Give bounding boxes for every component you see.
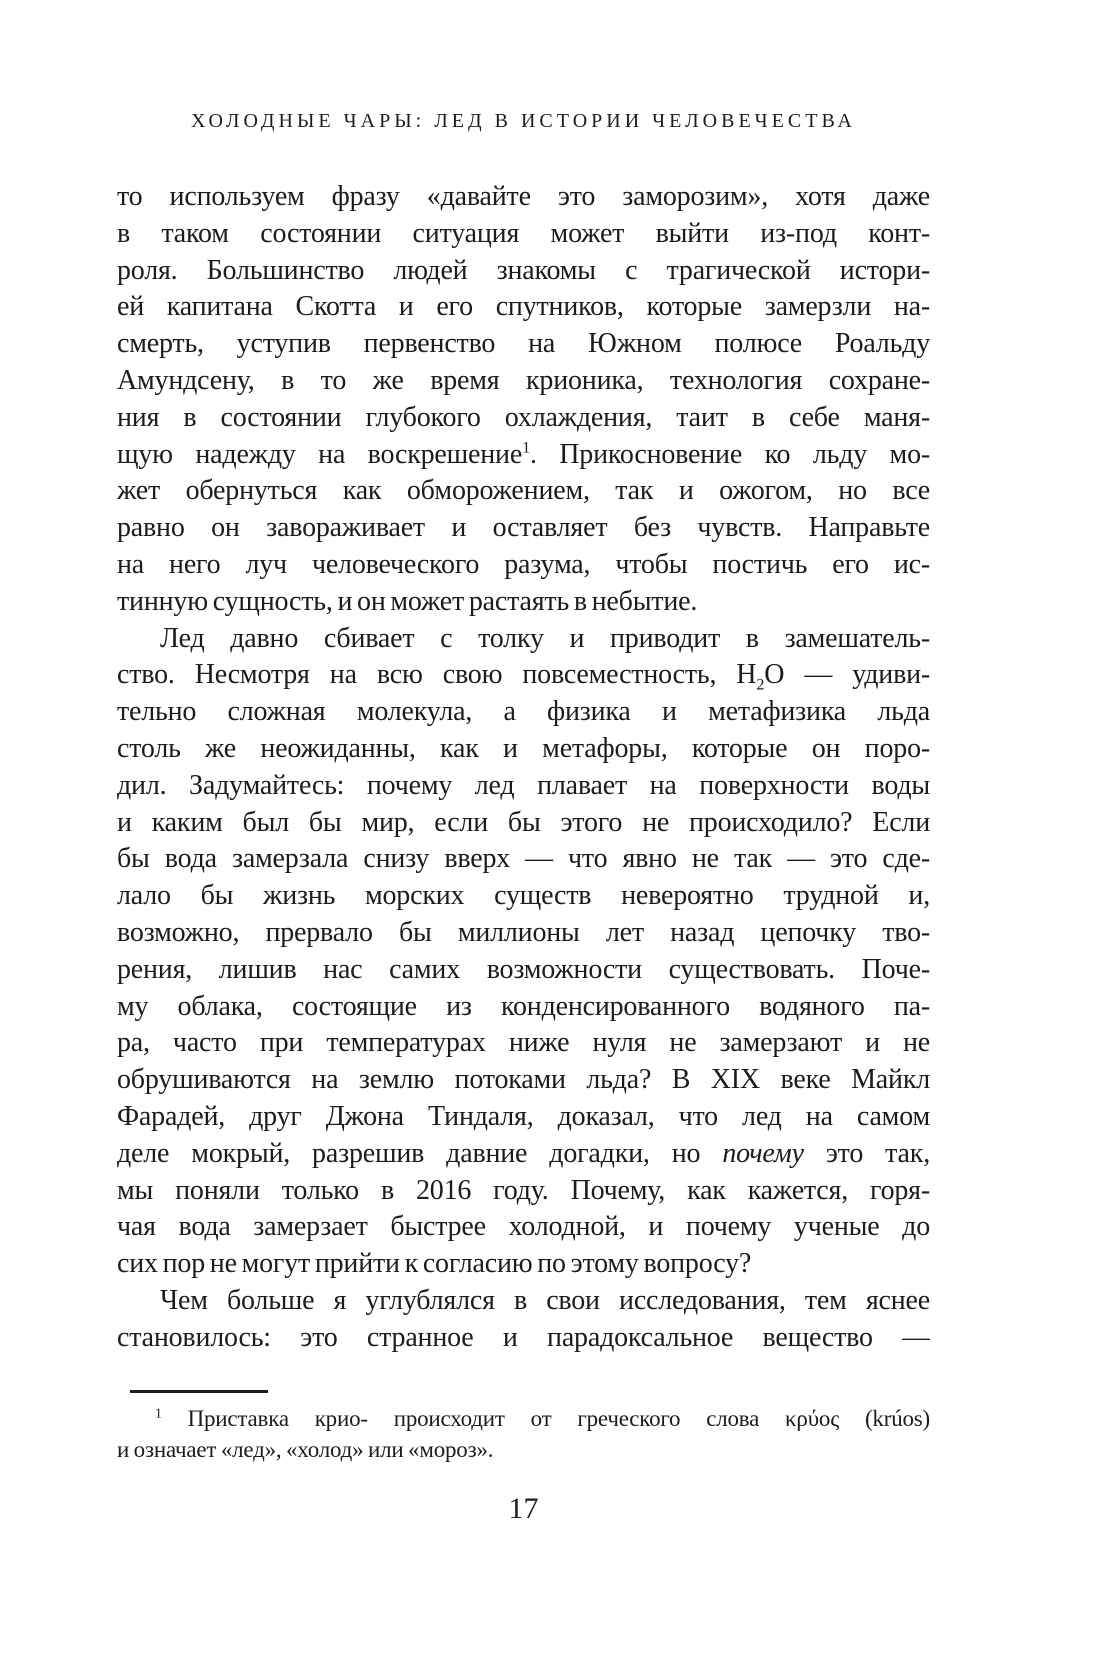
- body-line: тинную сущность, и он может растаять в небытие.: [117, 585, 698, 617]
- body-line: жет обернуться как обморожением, так и ожогом, но все: [117, 475, 930, 507]
- body-line: [117, 437, 930, 474]
- body-text: щую надежду на воскрешение: [117, 438, 523, 470]
- body-line: возможно, прервало бы миллионы лет назад цепочку тво-: [117, 916, 930, 948]
- body-line: Чем больше я углублялся в свои исследования, тем яснее: [160, 1284, 930, 1316]
- footnote-block: [117, 1404, 930, 1465]
- chemical-subscript: 2: [756, 675, 765, 694]
- body-line: Амундсену, в то же время крионика, технология сохране-: [117, 364, 930, 396]
- footnote-divider: [130, 1390, 268, 1393]
- body-line: тельно сложная молекула, а физика и метафизика льда: [117, 696, 930, 728]
- body-text: деле мокрый, разрешив давние догадки, но: [117, 1137, 723, 1169]
- body-line: смерть, уступив первенство на Южном полюсе Роальду: [117, 328, 930, 360]
- body-text: O — удиви-: [764, 659, 930, 691]
- body-line: мы поняли только в 2016 году. Почему, как кажется, горя-: [117, 1174, 930, 1206]
- body-line: Лед давно сбивает с толку и приводит в замешатель-: [160, 622, 930, 654]
- body-line: [117, 1136, 930, 1173]
- body-line: Фарадей, друг Джона Тиндаля, доказал, что лед на самом: [117, 1100, 930, 1132]
- page-number: 17: [508, 1492, 539, 1525]
- body-line: рения, лишив нас самих возможности существовать. Поче-: [117, 953, 930, 985]
- body-line: столь же неожиданны, как и метафоры, которые он поро-: [117, 732, 930, 764]
- body-line: сих пор не могут прийти к согласию по этому вопросу?: [117, 1248, 752, 1280]
- body-line: чая вода замерзает быстрее холодной, и почему ученые до: [117, 1211, 930, 1243]
- footnote-text: Приставка крио- происходит от греческого слова κρύος (krúos): [161, 1406, 930, 1431]
- body-line: то используем фразу «давайте это заморозим», хотя даже: [117, 181, 930, 212]
- footnote-marker: 1: [155, 1405, 162, 1421]
- body-line: му облака, состоящие из конденсированного водяного па-: [117, 990, 930, 1022]
- footnote-ref-marker: 1: [522, 438, 530, 457]
- body-text: это так,: [803, 1137, 930, 1169]
- footnote-line: и означает «лед», «холод» или «мороз».: [117, 1436, 494, 1462]
- body-line: равно он завораживает и оставляет без чувств. Направьте: [117, 512, 930, 544]
- body-line: ния в состоянии глубокого охлаждения, таит в себе маня-: [117, 401, 930, 433]
- body-line: и каким был бы мир, если бы этого не происходило? Если: [117, 806, 930, 838]
- body-line: роля. Большинство людей знакомы с трагической истори-: [117, 254, 930, 286]
- body-line: ра, часто при температурах ниже нуля не замерзают и не: [117, 1027, 930, 1059]
- footnote-line: [117, 1404, 930, 1435]
- running-head: ХОЛОДНЫЕ ЧАРЫ: ЛЕД В ИСТОРИИ ЧЕЛОВЕЧЕСТВА: [191, 110, 856, 132]
- body-line: [117, 657, 930, 694]
- body-line: лало бы жизнь морских существ невероятно трудной и,: [117, 880, 930, 912]
- body-text: . Прикосновение ко льду мо-: [529, 438, 930, 470]
- italic-text: почему: [722, 1137, 804, 1169]
- body-line: обрушиваются на землю потоками льда? В XIX веке Майкл: [117, 1064, 930, 1096]
- body-line: бы вода замерзала снизу вверх — что явно не так — это сде-: [117, 843, 930, 875]
- body-line: в таком состоянии ситуация может выйти из-под конт-: [117, 217, 930, 249]
- body-line: на него луч человеческого разума, чтобы постичь его ис-: [117, 548, 930, 580]
- body-line: дил. Задумайтесь: почему лед плавает на поверхности воды: [117, 769, 930, 801]
- body-line: ей капитана Скотта и его спутников, которые замерзли на-: [117, 291, 930, 323]
- body-line: становилось: это странное и парадоксальное вещество —: [117, 1321, 930, 1353]
- body-text-block: [117, 179, 930, 1357]
- body-text: ство. Несмотря на всю свою повсеместность, H: [117, 659, 757, 691]
